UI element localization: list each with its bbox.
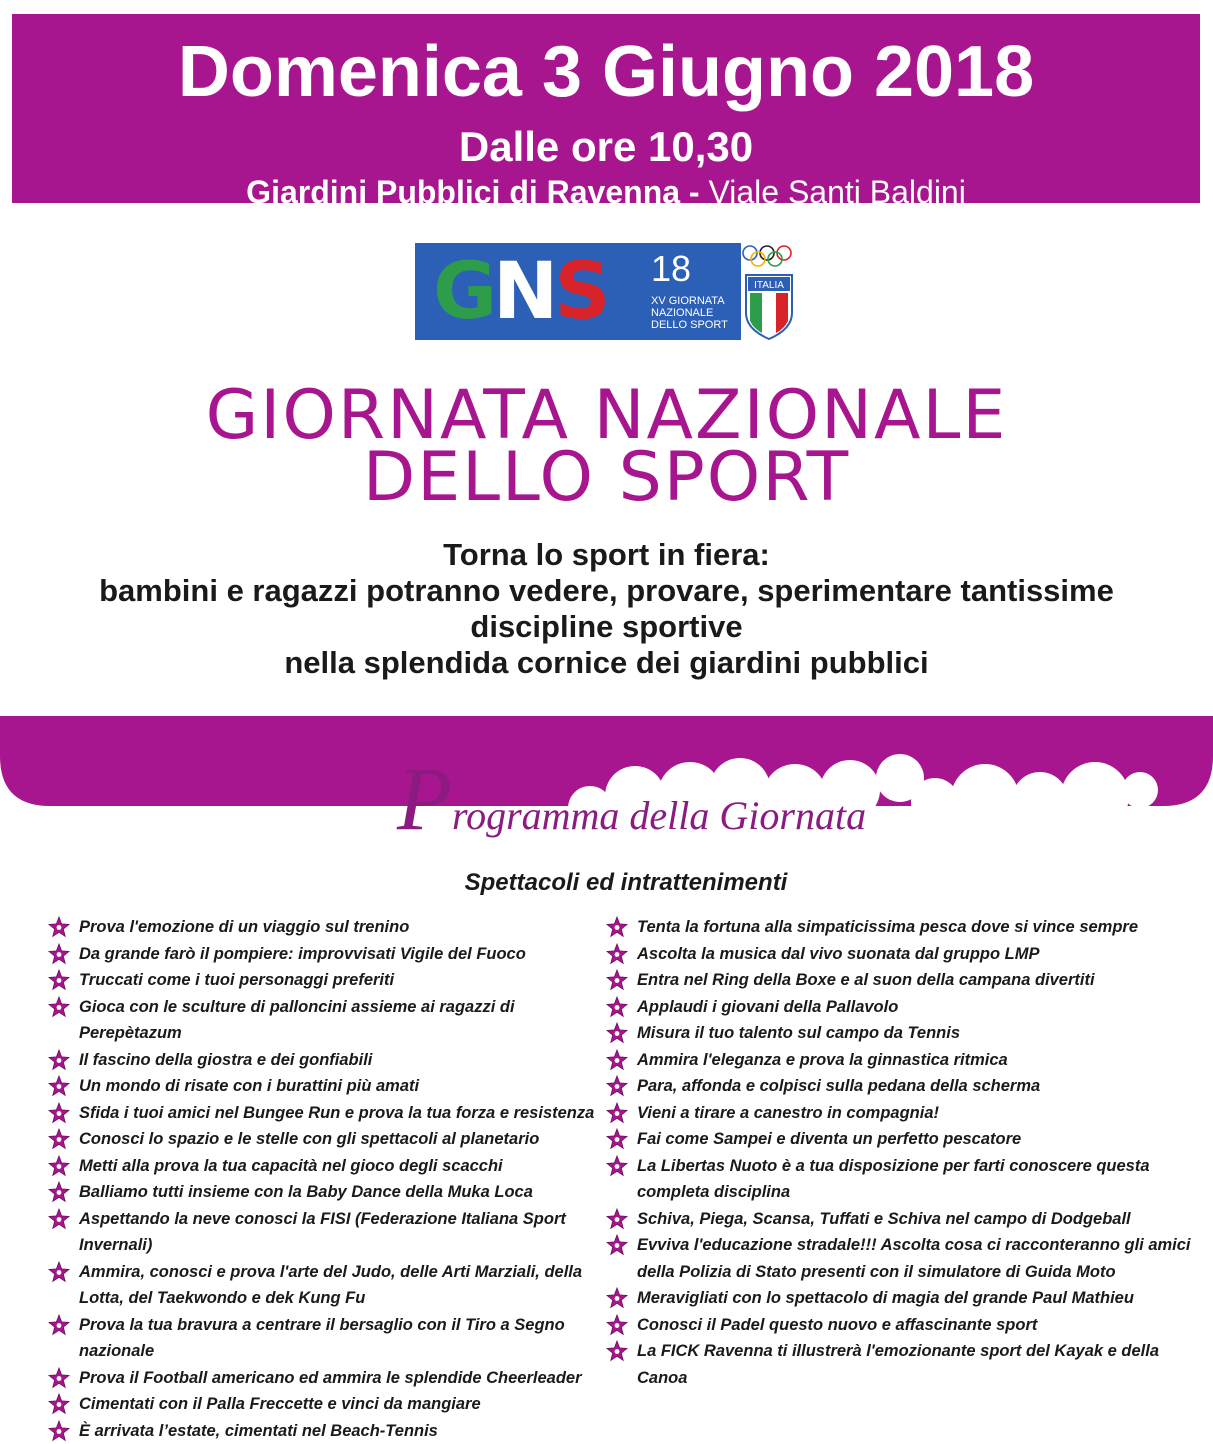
- program-heading: Programma della Giornata: [397, 770, 866, 846]
- event-date: Domenica 3 Giugno 2018: [12, 32, 1200, 112]
- list-item: Prova il Football americano ed ammira le splendide Cheerleader: [48, 1365, 603, 1392]
- list-item: Entra nel Ring della Boxe e al suon della campana divertiti: [606, 967, 1206, 994]
- list-item: Meravigliati con lo spettacolo di magia del grande Paul Mathieu: [606, 1285, 1206, 1312]
- header-banner: [12, 14, 1200, 203]
- star-bullet-icon: [48, 1155, 70, 1177]
- star-bullet-icon: [48, 916, 70, 938]
- star-bullet-icon: [48, 1128, 70, 1150]
- star-bullet-icon: [48, 1049, 70, 1071]
- intro-line: nella splendida cornice dei giardini pubblici: [0, 645, 1213, 681]
- intro-text: [0, 537, 1213, 681]
- main-title-line2: DELLO SPORT: [0, 444, 1213, 512]
- star-bullet-icon: [606, 1340, 628, 1362]
- list-item: Ascolta la musica dal vivo suonata dal gruppo LMP: [606, 941, 1206, 968]
- list-item: La FICK Ravenna ti illustrerà l'emozionante sport del Kayak e della Canoa: [606, 1338, 1206, 1391]
- list-item: Aspettando la neve conosci la FISI (Federazione Italiana Sport Invernali): [48, 1206, 603, 1259]
- star-bullet-icon: [48, 943, 70, 965]
- event-time: Dalle ore 10,30: [12, 124, 1200, 170]
- star-bullet-icon: [606, 1208, 628, 1230]
- list-item: Da grande farò il pompiere: improvvisati Vigile del Fuoco: [48, 941, 603, 968]
- star-bullet-icon: [48, 1367, 70, 1389]
- intro-line: Torna lo sport in fiera:: [0, 537, 1213, 573]
- list-item: Schiva, Piega, Scansa, Tuffati e Schiva nel campo di Dodgeball: [606, 1206, 1206, 1233]
- list-item: Fai come Sampei e diventa un perfetto pescatore: [606, 1126, 1206, 1153]
- list-item: Conosci lo spazio e le stelle con gli spettacoli al planetario: [48, 1126, 603, 1153]
- list-item: La Libertas Nuoto è a tua disposizione per farti conoscere questa completa disciplina: [606, 1153, 1206, 1206]
- star-bullet-icon: [48, 1181, 70, 1203]
- star-bullet-icon: [48, 1208, 70, 1230]
- list-item: Vieni a tirare a canestro in compagnia!: [606, 1100, 1206, 1127]
- gns-letters: GNS: [433, 251, 607, 333]
- place-name: Giardini Pubblici di Ravenna -: [246, 174, 699, 210]
- list-item: Evviva l'educazione stradale!!! Ascolta cosa ci racconteranno gli amici della Polizia di Stato presenti con il simulatore di Guida Moto: [606, 1232, 1206, 1285]
- star-bullet-icon: [606, 1287, 628, 1309]
- list-item: Applaudi i giovani della Pallavolo: [606, 994, 1206, 1021]
- list-item: Il fascino della giostra e dei gonfiabili: [48, 1047, 603, 1074]
- star-bullet-icon: [606, 943, 628, 965]
- list-item: Para, affonda e colpisci sulla pedana della scherma: [606, 1073, 1206, 1100]
- star-bullet-icon: [606, 1022, 628, 1044]
- list-item: È arrivata l’estate, cimentati nel Beach-Tennis: [48, 1418, 603, 1444]
- coni-emblem-icon: [740, 243, 800, 343]
- activities-list-right: [606, 914, 1206, 1391]
- star-bullet-icon: [606, 1102, 628, 1124]
- list-item: Balliamo tutti insieme con la Baby Dance della Muka Loca: [48, 1179, 603, 1206]
- star-bullet-icon: [48, 1420, 70, 1442]
- place-street: Viale Santi Baldini: [708, 174, 965, 210]
- star-bullet-icon: [48, 969, 70, 991]
- list-item: Sfida i tuoi amici nel Bungee Run e prova la tua forza e resistenza: [48, 1100, 603, 1127]
- coni-label: ITALIA: [754, 280, 784, 291]
- star-bullet-icon: [606, 1075, 628, 1097]
- gns-logo: [415, 243, 741, 340]
- star-bullet-icon: [606, 1314, 628, 1336]
- star-bullet-icon: [48, 1393, 70, 1415]
- star-bullet-icon: [48, 1261, 70, 1283]
- star-bullet-icon: [48, 1102, 70, 1124]
- intro-line: bambini e ragazzi potranno vedere, provare, sperimentare tantissime: [0, 573, 1213, 609]
- list-item: Prova la tua bravura a centrare il bersaglio con il Tiro a Segno nazionale: [48, 1312, 603, 1365]
- list-item: Ammira, conosci e prova l'arte del Judo, delle Arti Marziali, della Lotta, del Taekwondo e dek Kung Fu: [48, 1259, 603, 1312]
- star-bullet-icon: [606, 1128, 628, 1150]
- gns-year: 18: [651, 249, 691, 289]
- star-bullet-icon: [606, 969, 628, 991]
- star-bullet-icon: [48, 1075, 70, 1097]
- list-item: Metti alla prova la tua capacità nel gioco degli scacchi: [48, 1153, 603, 1180]
- list-item: Misura il tuo talento sul campo da Tennis: [606, 1020, 1206, 1047]
- list-item: Un mondo di risate con i burattini più amati: [48, 1073, 603, 1100]
- list-item: Truccati come i tuoi personaggi preferiti: [48, 967, 603, 994]
- star-bullet-icon: [606, 1234, 628, 1256]
- star-bullet-icon: [606, 1155, 628, 1177]
- event-place: [12, 174, 1200, 210]
- list-item: Ammira l'eleganza e prova la ginnastica ritmica: [606, 1047, 1206, 1074]
- intro-line: discipline sportive: [0, 609, 1213, 645]
- list-item: Gioca con le sculture di palloncini assieme ai ragazzi di Perepètazum: [48, 994, 603, 1047]
- gns-subtitle: XV GIORNATA NAZIONALE DELLO SPORT: [651, 295, 741, 331]
- star-bullet-icon: [48, 1314, 70, 1336]
- main-title-line1: GIORNATA NAZIONALE: [0, 382, 1213, 450]
- program-subtitle: Spettacoli ed intrattenimenti: [0, 868, 1213, 898]
- star-bullet-icon: [606, 916, 628, 938]
- star-bullet-icon: [606, 1049, 628, 1071]
- list-item: Cimentati con il Palla Freccette e vinci da mangiare: [48, 1391, 603, 1418]
- list-item: Tenta la fortuna alla simpaticissima pesca dove si vince sempre: [606, 914, 1206, 941]
- star-bullet-icon: [48, 996, 70, 1018]
- activities-list-left: [48, 914, 603, 1444]
- star-bullet-icon: [606, 996, 628, 1018]
- list-item: Prova l'emozione di un viaggio sul trenino: [48, 914, 603, 941]
- list-item: Conosci il Padel questo nuovo e affascinante sport: [606, 1312, 1206, 1339]
